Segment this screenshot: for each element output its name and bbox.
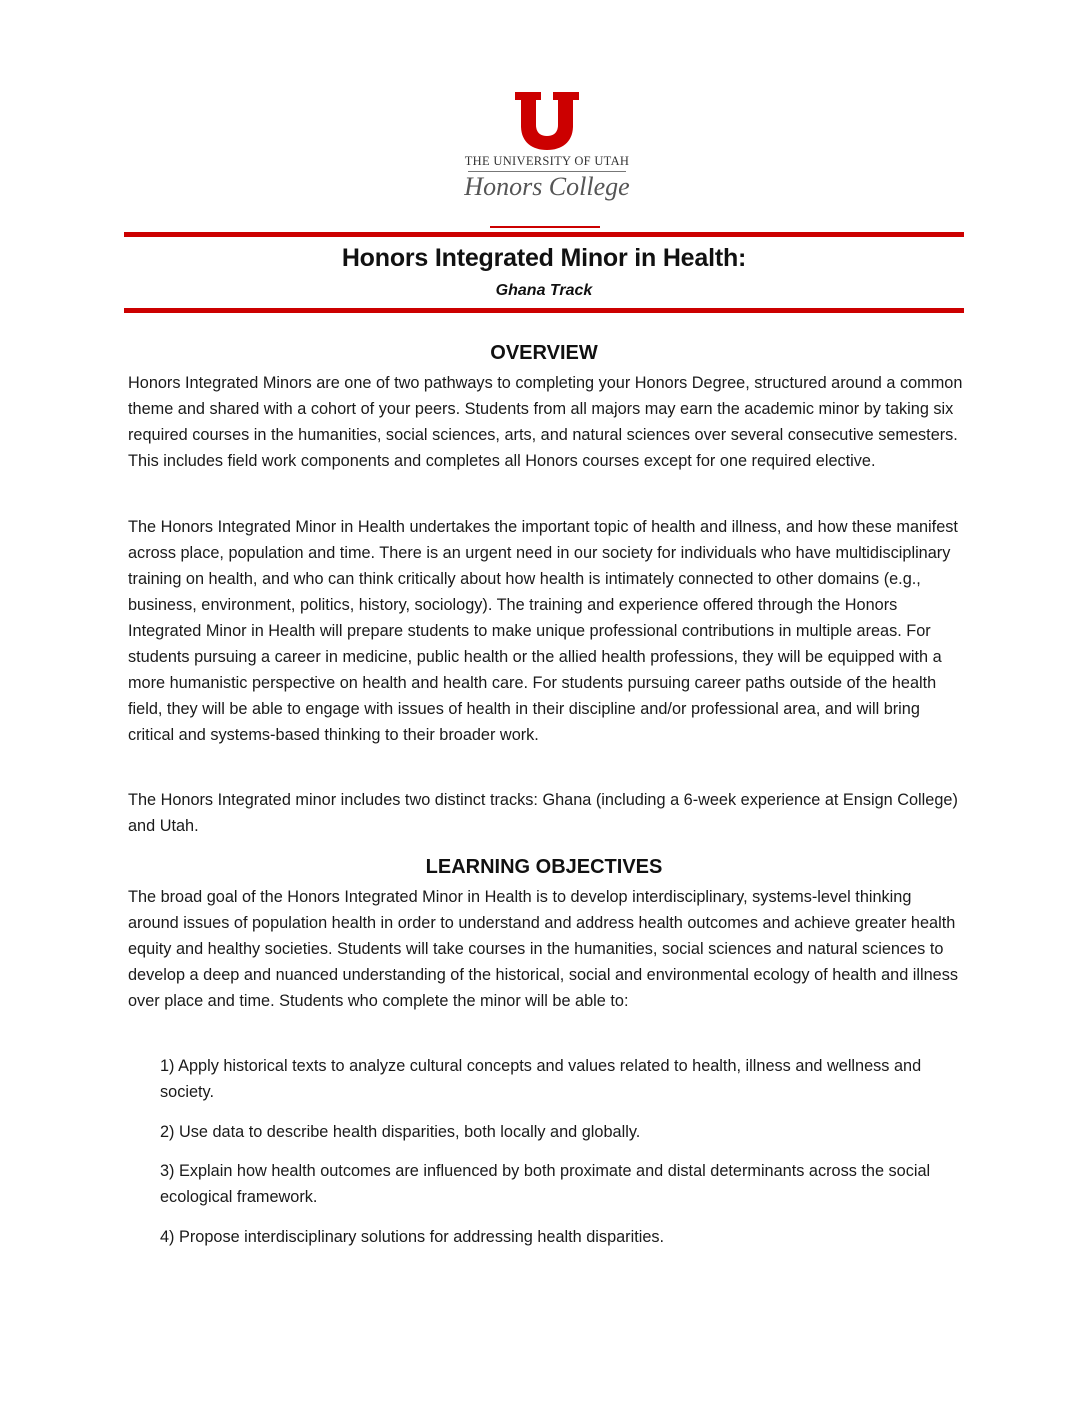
block-u-icon [515, 92, 579, 150]
title-band-accent [490, 226, 600, 228]
logo-university-name: THE UNIVERSITY OF UTAH [464, 154, 630, 168]
objective-item: 1) Apply historical texts to analyze cultural concepts and values related to health, illness and wellness and society. [160, 1057, 922, 1101]
page-title: Honors Integrated Minor in Health: [341, 244, 747, 272]
page-subtitle: Ghana Track [495, 282, 593, 299]
objective-item: 3) Explain how health outcomes are influenced by both proximate and distal determinants across the social ecological framework. [160, 1162, 931, 1206]
objective-item: 4) Propose interdisciplinary solutions for addressing health disparities. [160, 1228, 665, 1246]
objective-item: 2) Use data to describe health disparities, both locally and globally. [160, 1123, 641, 1141]
overview-paragraph: The Honors Integrated minor includes two distinct tracks: Ghana (including a 6-week experience at Ensign College) and Utah. [128, 791, 958, 835]
overview-heading: OVERVIEW [490, 342, 598, 364]
objectives-intro: The broad goal of the Honors Integrated Minor in Health is to develop interdisciplinary, systems-level thinking around issues of population health in order to understand and address health outcomes and achieve greater health equity and healthy societies. Students will take courses in the humanities, social sciences and natural sciences to develop a deep and nuanced understanding of the historical, social and environmental ecology of health and illness over place and time. Students who complete the minor will be able to: [128, 888, 959, 1010]
university-logo [462, 92, 632, 212]
overview-paragraph: Honors Integrated Minors are one of two pathways to completing your Honors Degree, structured around a common theme and shared with a cohort of your peers. Students from all majors may earn the academic minor by taking six required courses in the humanities, social sciences, arts, and natural sciences over several consecutive semesters. This includes field work components and completes all Honors courses except for one required elective. [128, 374, 963, 470]
title-band-top [124, 232, 964, 237]
logo-college-name: Honors College [464, 172, 630, 201]
objectives-heading: LEARNING OBJECTIVES [425, 856, 663, 878]
title-band-bottom [124, 308, 964, 313]
overview-paragraph: The Honors Integrated Minor in Health undertakes the important topic of health and illness, and how these manifest across place, population and time. There is an urgent need in our society for individuals who have multidisciplinary training on health, and who can think critically about how health is intimately connected to other domains (e.g., business, environment, politics, history, sociology). The training and experience offered through the Honors Integrated Minor in Health will prepare students to make unique professional contributions in multiple areas. For students pursuing a career in medicine, public health or the allied health professions, they will be equipped with a more humanistic perspective on health and health care. For students pursuing career paths outside of the health field, they will be able to engage with issues of health in their discipline and/or professional area, and will bring critical and systems-based thinking to their broader work. [128, 518, 958, 744]
